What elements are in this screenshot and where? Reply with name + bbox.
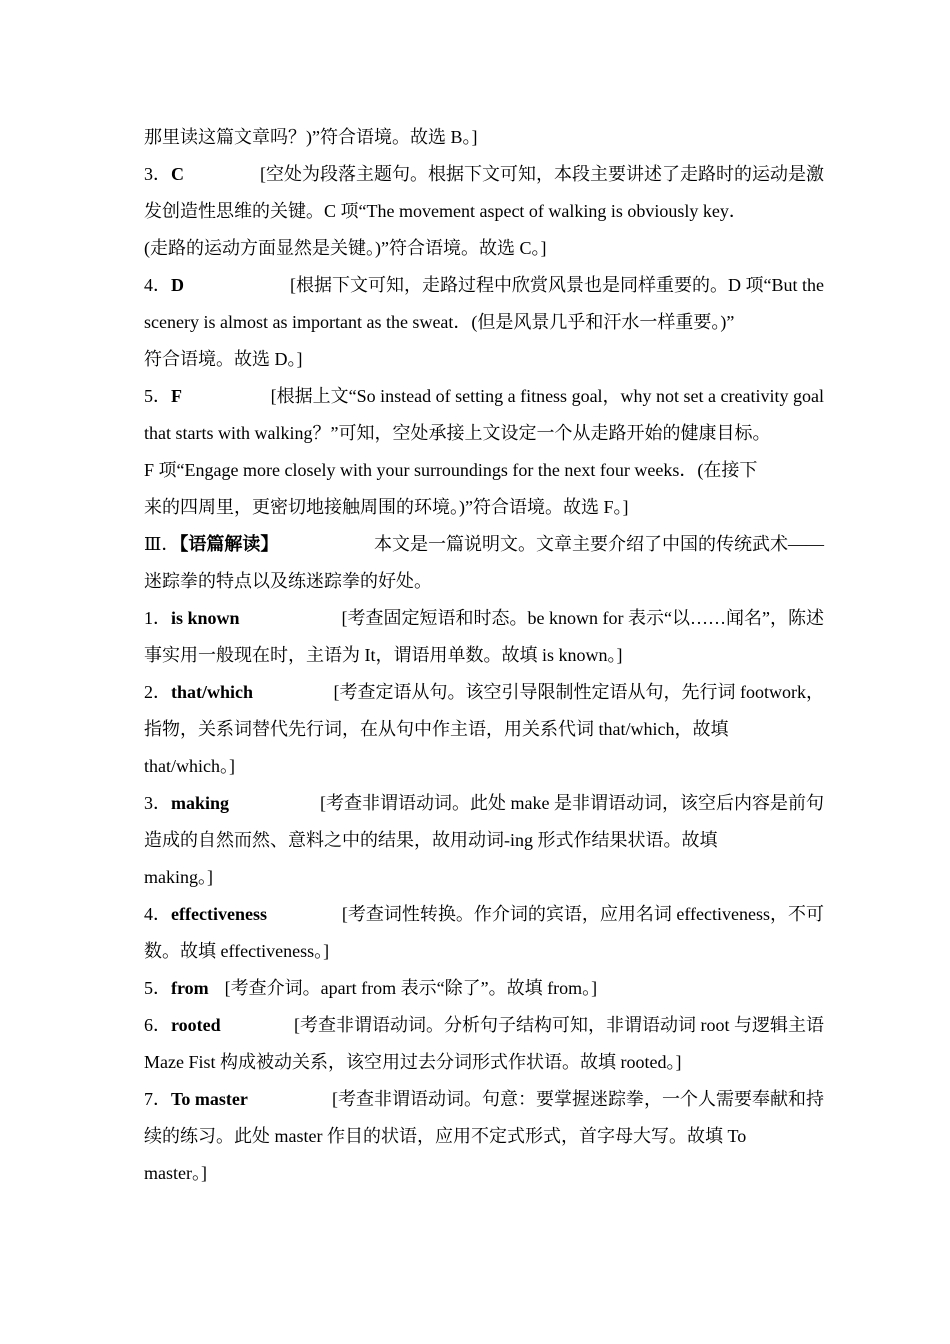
section-heading-line	[144, 532, 824, 556]
section-heading: 【语篇解读】	[179, 534, 279, 554]
item-number: 1．	[144, 608, 171, 628]
text-line: 符合语境。故选 D。]	[144, 349, 303, 369]
explanation-text: [考查固定短语和时态。be known for 表示“以……闻名”，陈述	[341, 608, 824, 628]
answer-key: D	[171, 275, 184, 295]
answer-key: is known	[171, 608, 240, 628]
text-line: 事实用一般现在时，主语为 It，谓语用单数。故填 is known。]	[144, 645, 623, 665]
item-number: 4．	[144, 904, 171, 924]
answer-key: rooted	[171, 1015, 221, 1035]
text-line: 数。故填 effectiveness。]	[144, 941, 330, 961]
answer-key: effectiveness	[171, 904, 267, 924]
answer-line	[144, 273, 824, 297]
answer-key: To master	[171, 1089, 248, 1109]
text-line: 续的练习。此处 master 作目的状语，应用不定式形式，首字母大写。故填 To	[144, 1126, 747, 1146]
explanation-text: [考查非谓语动词。此处 make 是非谓语动词，该空后内容是前句	[320, 793, 824, 813]
item-number: 2．	[144, 682, 171, 702]
answer-line	[144, 1013, 824, 1037]
answer-line	[144, 384, 824, 408]
answer-line	[144, 606, 824, 630]
text-line: 发创造性思维的关键。C 项“The movement aspect of walking is obviously key．	[144, 201, 747, 221]
answer-key: C	[171, 164, 184, 184]
text-line: scenery is almost as important as the sweat．(但是风景几乎和汗水一样重要。)”	[144, 312, 735, 332]
answer-line	[144, 791, 824, 815]
item-number: 3．	[144, 793, 171, 813]
text-line: 迷踪拳的特点以及练迷踪拳的好处。	[144, 571, 432, 591]
text-line: that starts with walking？”可知，空处承接上文设定一个从走路开始的健康目标。	[144, 423, 771, 443]
text-line: 那里读这篇文章吗？)”符合语境。故选 B。]	[144, 127, 478, 147]
answer-line	[144, 1087, 824, 1111]
text-line: Maze Fist 构成被动关系，该空用过去分词形式作状语。故填 rooted。]	[144, 1052, 682, 1072]
explanation-text: [考查非谓语动词。句意：要掌握迷踪拳，一个人需要奉献和持	[332, 1089, 824, 1109]
section-number: Ⅲ．	[144, 534, 180, 554]
text-line: making。]	[144, 867, 213, 887]
explanation-text: [根据上文“So instead of setting a fitness goal，why not set a creativity goal	[270, 386, 824, 406]
item-number: 4．	[144, 275, 171, 295]
text-line: F 项“Engage more closely with your surroundings for the next four weeks．(在接下	[144, 460, 758, 480]
answer-key: F	[171, 386, 182, 406]
text-line: 指物，关系词替代先行词，在从句中作主语，用关系代词 that/which，故填	[144, 719, 729, 739]
answer-line	[144, 680, 824, 704]
text-line: 来的四周里，更密切地接触周围的环境。)”符合语境。故选 F。]	[144, 497, 629, 517]
item-number: 7．	[144, 1089, 171, 1109]
explanation-text: [考查定语从句。该空引导限制性定语从句，先行词 footwork，	[333, 682, 824, 702]
explanation-text: [空处为段落主题句。根据下文可知，本段主要讲述了走路时的运动是激	[260, 164, 824, 184]
explanation-text: 本文是一篇说明文。文章主要介绍了中国的传统武术——	[374, 534, 824, 554]
answer-line	[144, 976, 824, 1000]
item-number: 5．	[144, 386, 171, 406]
answer-key: that/which	[171, 682, 254, 702]
answer-line	[144, 162, 824, 186]
item-number: 3．	[144, 164, 171, 184]
explanation-text: [根据下文可知，走路过程中欣赏风景也是同样重要的。D 项“But the	[290, 275, 824, 295]
text-line: master。]	[144, 1163, 207, 1183]
answer-key: making	[171, 793, 230, 813]
explanation-text: [考查介词。apart from 表示“除了”。故填 from。]	[224, 978, 598, 998]
item-number: 5．	[144, 978, 171, 998]
text-line: (走路的运动方面显然是关键。)”符合语境。故选 C。]	[144, 238, 547, 258]
item-number: 6．	[144, 1015, 171, 1035]
answer-key: from	[171, 978, 209, 998]
explanation-text: [考查词性转换。作介词的宾语，应用名词 effectiveness，不可	[341, 904, 824, 924]
explanation-text: [考查非谓语动词。分析句子结构可知，非谓语动词 root 与逻辑主语	[294, 1015, 824, 1035]
answer-line	[144, 902, 824, 926]
text-line: that/which。]	[144, 756, 235, 776]
text-line: 造成的自然而然、意料之中的结果，故用动词-ing 形式作结果状语。故填	[144, 830, 718, 850]
